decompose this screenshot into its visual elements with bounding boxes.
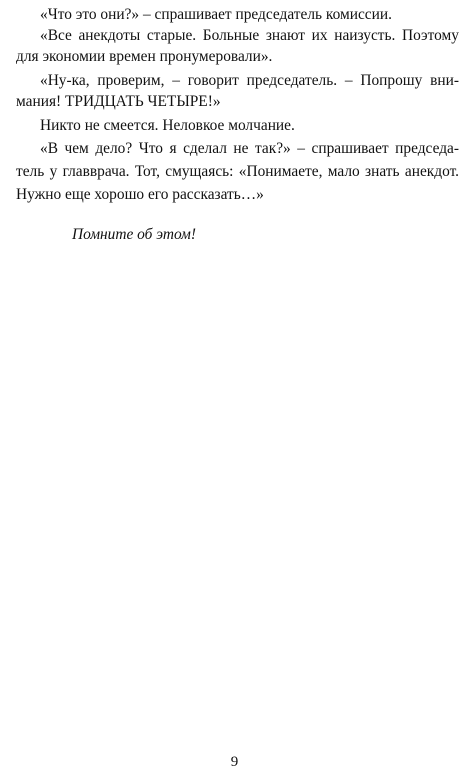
text-line: «Что это они?» – спрашивает председатель комиссии.: [40, 6, 392, 23]
text-line: «В чем дело? Что я сделал не так?» – спрашивает председа-: [40, 140, 459, 157]
text-line: мания! ТРИДЦАТЬ ЧЕТЫРЕ!»: [16, 93, 221, 110]
text-line: тель у главврача. Тот, смущаясь: «Понимаете, мало знать анекдот.: [16, 163, 459, 180]
text-line: Нужно еще хорошо его рассказать…»: [16, 186, 264, 203]
text-line: «Ну-ка, проверим, – говорит председатель. – Попрошу вни-: [40, 72, 459, 89]
closing-remark: Помните об этом!: [72, 226, 197, 243]
text-line: Никто не смеется. Неловкое молчание.: [40, 117, 295, 134]
text-line: для экономии времен пронумеровали».: [16, 48, 273, 65]
text-line: «Все анекдоты старые. Больные знают их наизусть. Поэтому: [40, 27, 459, 44]
page-number: 9: [230, 754, 239, 770]
